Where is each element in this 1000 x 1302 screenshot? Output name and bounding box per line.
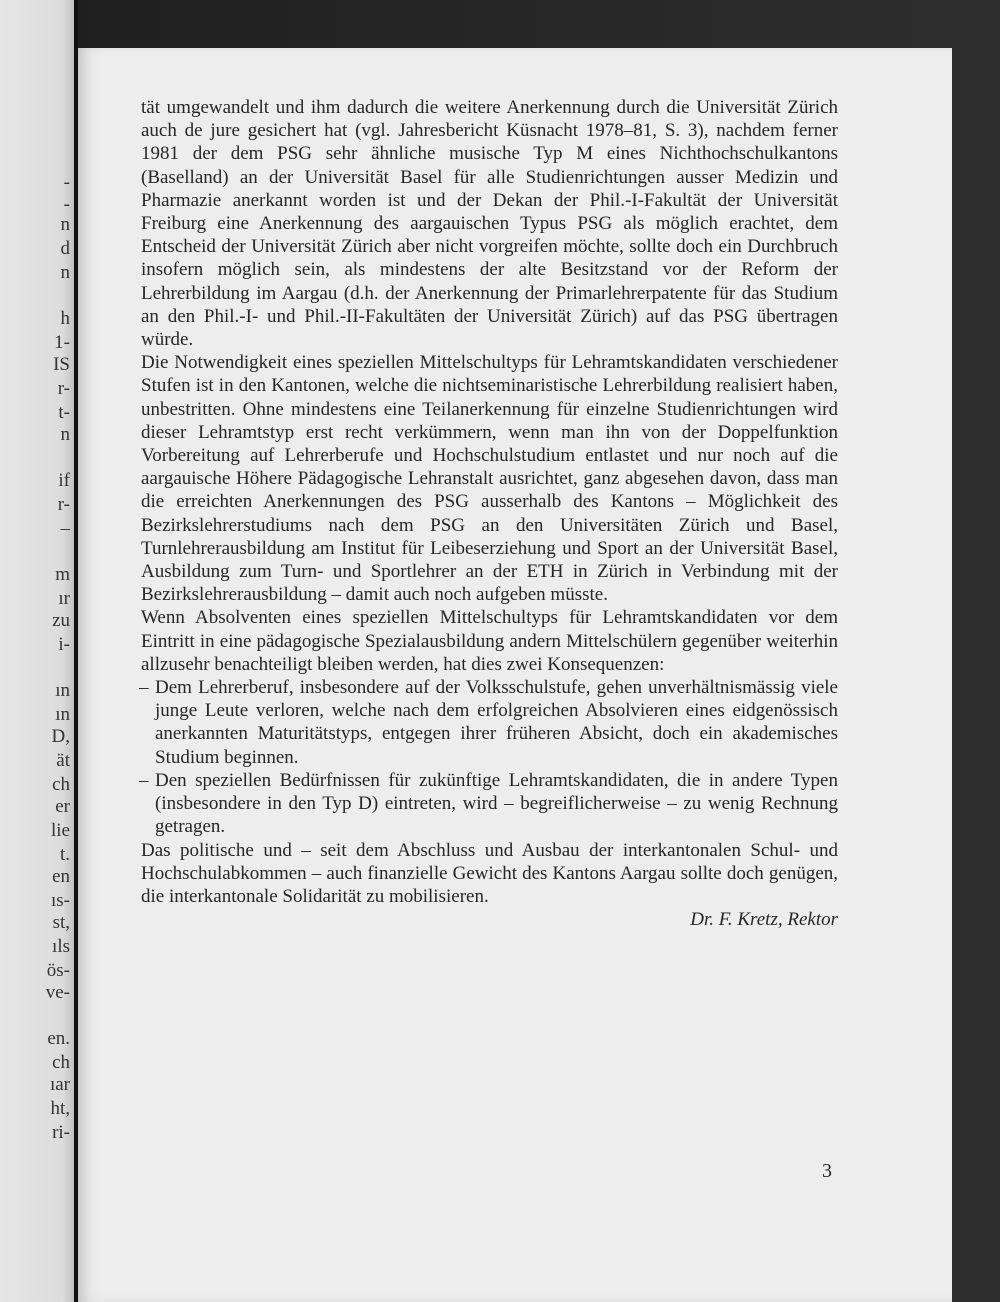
left-fragment: d [60, 238, 70, 259]
left-fragment: ın [55, 680, 70, 701]
left-fragment: ät [56, 750, 70, 771]
list-item [141, 769, 838, 839]
list-item [141, 676, 838, 769]
left-fragment: ır [58, 588, 70, 609]
left-fragment: er [55, 796, 70, 817]
left-page-edge [0, 0, 78, 1302]
left-fragment: IS [53, 354, 70, 375]
left-fragment: ıs- [51, 890, 70, 911]
left-fragment: h [60, 308, 70, 329]
left-fragment: ri- [52, 1122, 70, 1143]
left-fragment: ıls [52, 936, 70, 957]
page-number: 3 [822, 1160, 832, 1182]
left-fragment: ıar [49, 1074, 70, 1095]
left-fragment: ht, [50, 1098, 70, 1119]
left-fragment: en [52, 866, 70, 887]
list-item-text: Den speziellen Bedürfnissen für zukünftige Lehramtskandidaten, die in andere Typen (insbesondere in den Typ D) eintreten, wird – begreiflicherweise – zu wenig Rechnung getragen. [155, 769, 838, 838]
left-fragment: 1- [54, 332, 70, 353]
left-fragment: m [55, 564, 70, 585]
left-fragment: t- [58, 402, 70, 423]
left-fragment: lie [51, 820, 70, 841]
left-fragment: n [60, 214, 70, 235]
left-fragment: ch [52, 774, 70, 795]
list-dash: – [139, 677, 149, 699]
article-body [141, 96, 838, 931]
left-fragment: zu [52, 610, 70, 631]
paragraph-4: Das politische und – seit dem Abschluss und Ausbau der interkantonalen Schul- und Hochschulabkommen – auch finanzielle Gewicht des Kantons Aargau sollte doch genügen, die interkantonale Solidarität zu mobilisieren. [141, 839, 838, 907]
paragraph-2: Die Notwendigkeit eines speziellen Mittelschultyps für Lehramtskandidaten verschiedener Stufen ist in den Kantonen, welche die nichtseminaristische Lehrerbildung realisiert haben, unbestritten. Ohne mindestens eine Teilanerkennung für einzelne Studienrichtungen wird dieser Lehramtstyp erst recht verkümmern, wenn man ihn von der Doppelfunktion Vorbereitung auf Lehrerberufe und Hochschulstudium entlastet und nur noch auf die aargauische Höhere Pädagogische Lehranstalt ausrichtet, ganz abgesehen davon, dass man die erreichten Anerkennungen des PSG ausserhalb des Kantons – Möglichkeit des Bezirkslehrerstudiums nach dem PSG an den Universitäten Zürich und Basel, Turnlehrerausbildung am Institut für Leibeserziehung und Sport an der Universität Basel, Ausbildung zum Turn- und Sportlehrer an der ETH in Zürich in Verbindung mit der Bezirkslehrerausbildung – damit auch noch aufgeben müsste. [141, 352, 838, 606]
document-page [78, 48, 952, 1302]
paragraph-1: tät umgewandelt und ihm dadurch die weitere Anerkennung durch die Universität Zürich auch de jure gesichert hat (vgl. Jahresbericht Küsnacht 1978–81, S. 3), nachdem ferner 1981 der dem PSG sehr ähnliche musische Typ M eines Nichthochschulkantons (Baselland) an der Universität Basel für alle Studienrichtungen ausser Medizin und Pharmazie anerkannt worden ist und der Dekan der Phil.-I-Fakultät der Universität Freiburg eine Anerkennung des aargauischen Typus PSG als möglich erachtet, dem Entscheid der Universität Zürich aber nicht vorgreifen möchte, sollte doch ein Durchbruch insofern möglich sein, als mindestens der alte Besitzstand vor der Reform der Lehrerbildung im Aargau (d.h. der Anerkennung der Primarlehrerpatente für das Studium an den Phil.-I- und Phil.-II-Fakultäten der Universität Zürich) auf das PSG übertragen würde. [141, 97, 838, 351]
left-fragment: en. [47, 1028, 70, 1049]
paragraph-3: Wenn Absolventen eines speziellen Mittelschultyps für Lehramtskandidaten vor dem Eintritt in eine pädagogische Spezialausbildung andern Mittelschülern gegenüber weiterhin allzusehr benachteiligt bleiben werden, hat dies zwei Konsequenzen: [141, 607, 838, 675]
left-fragment: r- [57, 378, 70, 399]
left-fragment: ve- [45, 982, 70, 1003]
left-fragment: – [60, 518, 70, 539]
left-fragment: if [58, 470, 70, 491]
list-item-text: Dem Lehrerberuf, insbesondere auf der Volksschulstufe, gehen unverhältnismässig viele junge Leute verloren, welche nach dem erfolgreichen Absolvieren eines eidgenössisch anerkannten Maturitätstyps, entgegen ihrer früheren Absicht, doch ein akademisches Studium beginnen. [155, 677, 838, 768]
left-fragment: D, [51, 726, 70, 747]
list-dash: – [139, 769, 149, 791]
left-fragment: - [63, 172, 70, 193]
author-signature: Dr. F. Kretz, Rektor [690, 909, 838, 931]
left-fragment: - [63, 194, 70, 215]
left-fragment: ös- [46, 960, 70, 981]
left-fragment: r- [57, 494, 70, 515]
left-fragment: st, [52, 912, 70, 933]
left-fragment: t. [59, 844, 70, 865]
left-fragment: ın [55, 704, 70, 725]
left-fragment: n [60, 424, 70, 445]
left-fragment: i- [58, 634, 70, 655]
left-fragment: n [60, 262, 70, 283]
left-fragment: ch [52, 1052, 70, 1073]
